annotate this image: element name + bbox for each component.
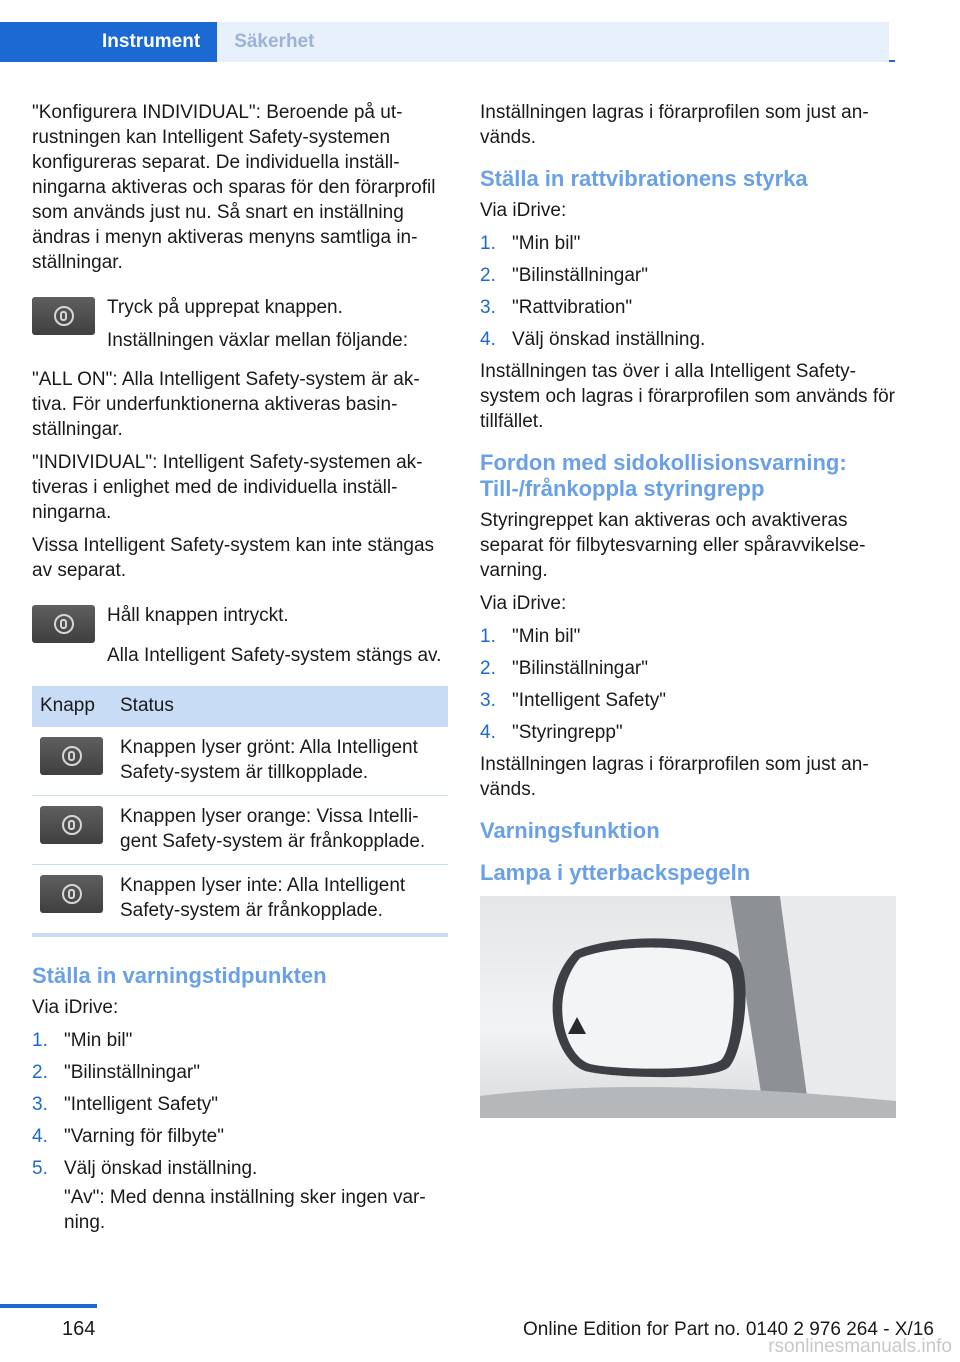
table-row <box>32 864 448 935</box>
safety-button-icon <box>40 737 103 775</box>
side-mirror-image <box>480 896 896 1118</box>
table-header-status: Status <box>112 686 448 726</box>
watermark: rsonlinesmanuals.info <box>768 1336 952 1357</box>
hold-block <box>32 603 448 643</box>
press-block <box>32 295 448 361</box>
list-item: 1. "Min bil" <box>32 1029 133 1051</box>
hold-line: Håll knappen intryckt. <box>107 605 289 626</box>
list-item: 5. Välj önskad inställning. <box>32 1157 258 1179</box>
individual-text: "INDIVIDUAL": Intelligent Safety-systemen aktiveras i enlighet med de individuella inställningarna. <box>32 452 423 523</box>
list-item: 3. "Rattvibration" <box>480 297 633 318</box>
edition-text: Online Edition for Part no. 0140 2 976 264 - X/16 <box>523 1319 934 1340</box>
all-on-text: "ALL ON": Alla Intelligent Safety-system är aktiva. För underfunktionerna aktiveras basinställningar. <box>32 369 420 440</box>
list-item: 2. "Bilinställningar" <box>480 658 648 679</box>
page-number: 164 <box>62 1318 96 1340</box>
list-item: 3. "Intelligent Safety" <box>32 1093 218 1115</box>
side-text: Styringreppet kan aktiveras och avaktiveras separat för filbytesvarning eller spåravvikelsevarning. <box>480 510 866 581</box>
heading-warning-time: Ställa in varningstidpunkten <box>32 962 327 988</box>
press-line-2: Inställningen växlar mellan följande: <box>107 330 409 351</box>
mirror-illustration <box>480 896 896 1118</box>
status-table <box>32 686 448 937</box>
list-item: 2. "Bilinställningar" <box>32 1061 200 1083</box>
table-row <box>32 726 448 795</box>
safety-button-icon <box>40 806 103 844</box>
safety-button-icon <box>32 605 95 643</box>
list-item: 4. "Styringrepp" <box>480 722 623 743</box>
side-note: Inställningen lagras i förarprofilen som just används. <box>480 754 869 800</box>
via-idrive: Via iDrive: <box>32 996 119 1018</box>
list-item: 1. "Min bil" <box>480 626 581 647</box>
intro-paragraph: "Konfigurera INDIVIDUAL": Beroende på utrustningen kan Intelligent Safety-systemen konfigureras separat. De individuella inställningarna aktiveras och sparas för den förarprofil som används just nu. Så snart en inställning ändras i menyn aktiveras menyns samtliga inställningar. <box>32 102 436 273</box>
step-note: "Av": Med denna inställning sker ingen varning. <box>64 1186 426 1233</box>
hold-line-2: Alla Intelligent Safety-system stängs av. <box>107 645 442 666</box>
list-item: 1. "Min bil" <box>480 233 581 254</box>
saved-note: Inställningen lagras i förarprofilen som just används. <box>480 102 869 148</box>
table-cell-status: Knappen lyser inte: Alla Intelligent Safety-system är frånkopplade. <box>112 864 448 935</box>
footer-bar <box>0 1304 97 1308</box>
right-column <box>480 100 896 1118</box>
vibration-note: Inställningen tas över i alla Intelligent Safety-system och lagras i förarprofilen som används för tillfället. <box>480 361 896 432</box>
side-steps <box>480 624 896 745</box>
press-line: Tryck på upprepat knappen. <box>107 297 343 318</box>
table-cell-status: Knappen lyser orange: Vissa Intelligent Safety-system är frånkopplade. <box>112 795 448 864</box>
heading-warning-function: Varningsfunktion <box>480 818 660 843</box>
tab-instrument[interactable]: Instrument <box>0 22 217 62</box>
safety-button-icon <box>40 875 103 913</box>
header-tabs <box>0 22 895 62</box>
table-cell-status: Knappen lyser grönt: Alla Intelligent Safety-system är tillkopplade. <box>112 726 448 795</box>
tab-sakerhet[interactable]: Säkerhet <box>217 22 889 62</box>
via-idrive: Via iDrive: <box>480 593 567 614</box>
warning-steps <box>32 1028 448 1181</box>
table-header-knapp: Knapp <box>32 686 112 726</box>
list-item: 4. "Varning för filbyte" <box>32 1125 224 1147</box>
heading-mirror-lamp: Lampa i ytterbackspegeln <box>480 860 751 885</box>
left-column <box>32 100 448 1243</box>
via-idrive: Via iDrive: <box>480 200 567 221</box>
heading-vibration: Ställa in rattvibrationens styrka <box>480 166 808 191</box>
list-item: 2. "Bilinställningar" <box>480 265 648 286</box>
some-systems-text: Vissa Intelligent Safety-system kan inte stängas av separat. <box>32 535 435 581</box>
heading-side-collision: Fordon med sidokollisionsvarning: Till-/frånkoppla styringrepp <box>480 450 847 501</box>
vibration-steps <box>480 231 896 352</box>
list-item: 3. "Intelligent Safety" <box>480 690 666 711</box>
list-item: 4. Välj önskad inställning. <box>480 329 706 350</box>
table-row <box>32 795 448 864</box>
